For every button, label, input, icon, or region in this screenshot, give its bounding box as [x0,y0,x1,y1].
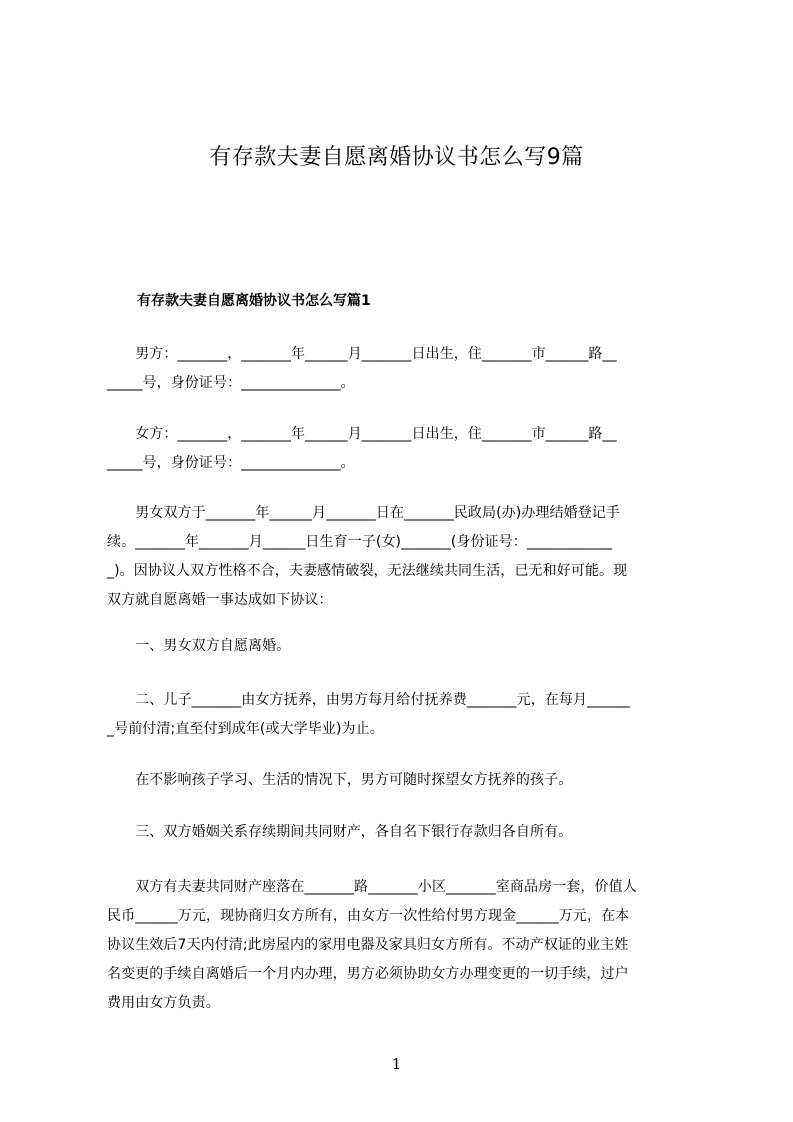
paragraph-line: _____号，身份证号：______________。 [107,375,355,391]
paragraph-clause-two [107,686,707,744]
paragraph-line: 一、男女双方自愿离婚。 [107,638,291,654]
paragraph-clause-one [107,632,707,661]
paragraph-line: 男方：_______，_______年______月_______日出生，住_______市______路__ [107,346,617,362]
paragraph-line: 民币______万元，现协商归女方所有，由女方一次性给付男方现金______万元，在本 [107,908,630,924]
page-number: 1 [391,1055,402,1073]
document-title: 有存款夫妻自愿离婚协议书怎么写9篇 [209,145,584,170]
paragraph-line: _号前付清;直至付到成年(或大学毕业)为止。 [107,721,384,737]
paragraph-line: 协议生效后7天内付清;此房屋内的家用电器及家具归女方所有。不动产权证的业主姓 [107,937,629,953]
paragraph-line: _)。因协议人双方性格不合，夫妻感情破裂，无法继续共同生活，已无和好可能。现 [107,563,628,579]
paragraph-male-party [107,340,707,398]
paragraph-visitation [107,766,707,795]
paragraph-clause-three [107,818,707,847]
paragraph-line: 女方：_______，_______年______月_______日出生，住_______市______路__ [107,426,617,442]
paragraph-property [107,873,707,1018]
paragraph-line: 男女双方于_______年______月_______日在_______民政局(办)办理结婚登记手 [107,505,621,521]
paragraph-line: 二、儿子_______由女方抚养，由男方每月给付抚养费_______元，在每月______ [107,692,630,708]
paragraph-line: 在不影响孩子学习、生活的情况下，男方可随时探望女方抚养的孩子。 [107,772,573,788]
paragraph-line: 三、双方婚姻关系存续期间共同财产，各自名下银行存款归各自所有。 [107,824,573,840]
paragraph-line: 名变更的手续自离婚后一个月内办理，男方必须协助女方办理变更的一切手续，过户 [107,966,629,982]
paragraph-line: 续。_______年_______月______日生育一子(女)_______(身份证号：____________ [107,534,613,550]
paragraph-line: _____号，身份证号：______________。 [107,455,355,471]
paragraph-marriage-registration [107,499,707,615]
paragraph-line: 双方就自愿离婚一事达成如下协议： [107,592,333,608]
section-heading: 有存款夫妻自愿离婚协议书怎么写篇1 [137,293,371,309]
paragraph-line: 费用由女方负责。 [107,995,220,1011]
paragraph-line: 双方有夫妻共同财产座落在_______路_______小区_______室商品房一套，价值人 [107,879,637,895]
paragraph-female-party [107,420,707,478]
